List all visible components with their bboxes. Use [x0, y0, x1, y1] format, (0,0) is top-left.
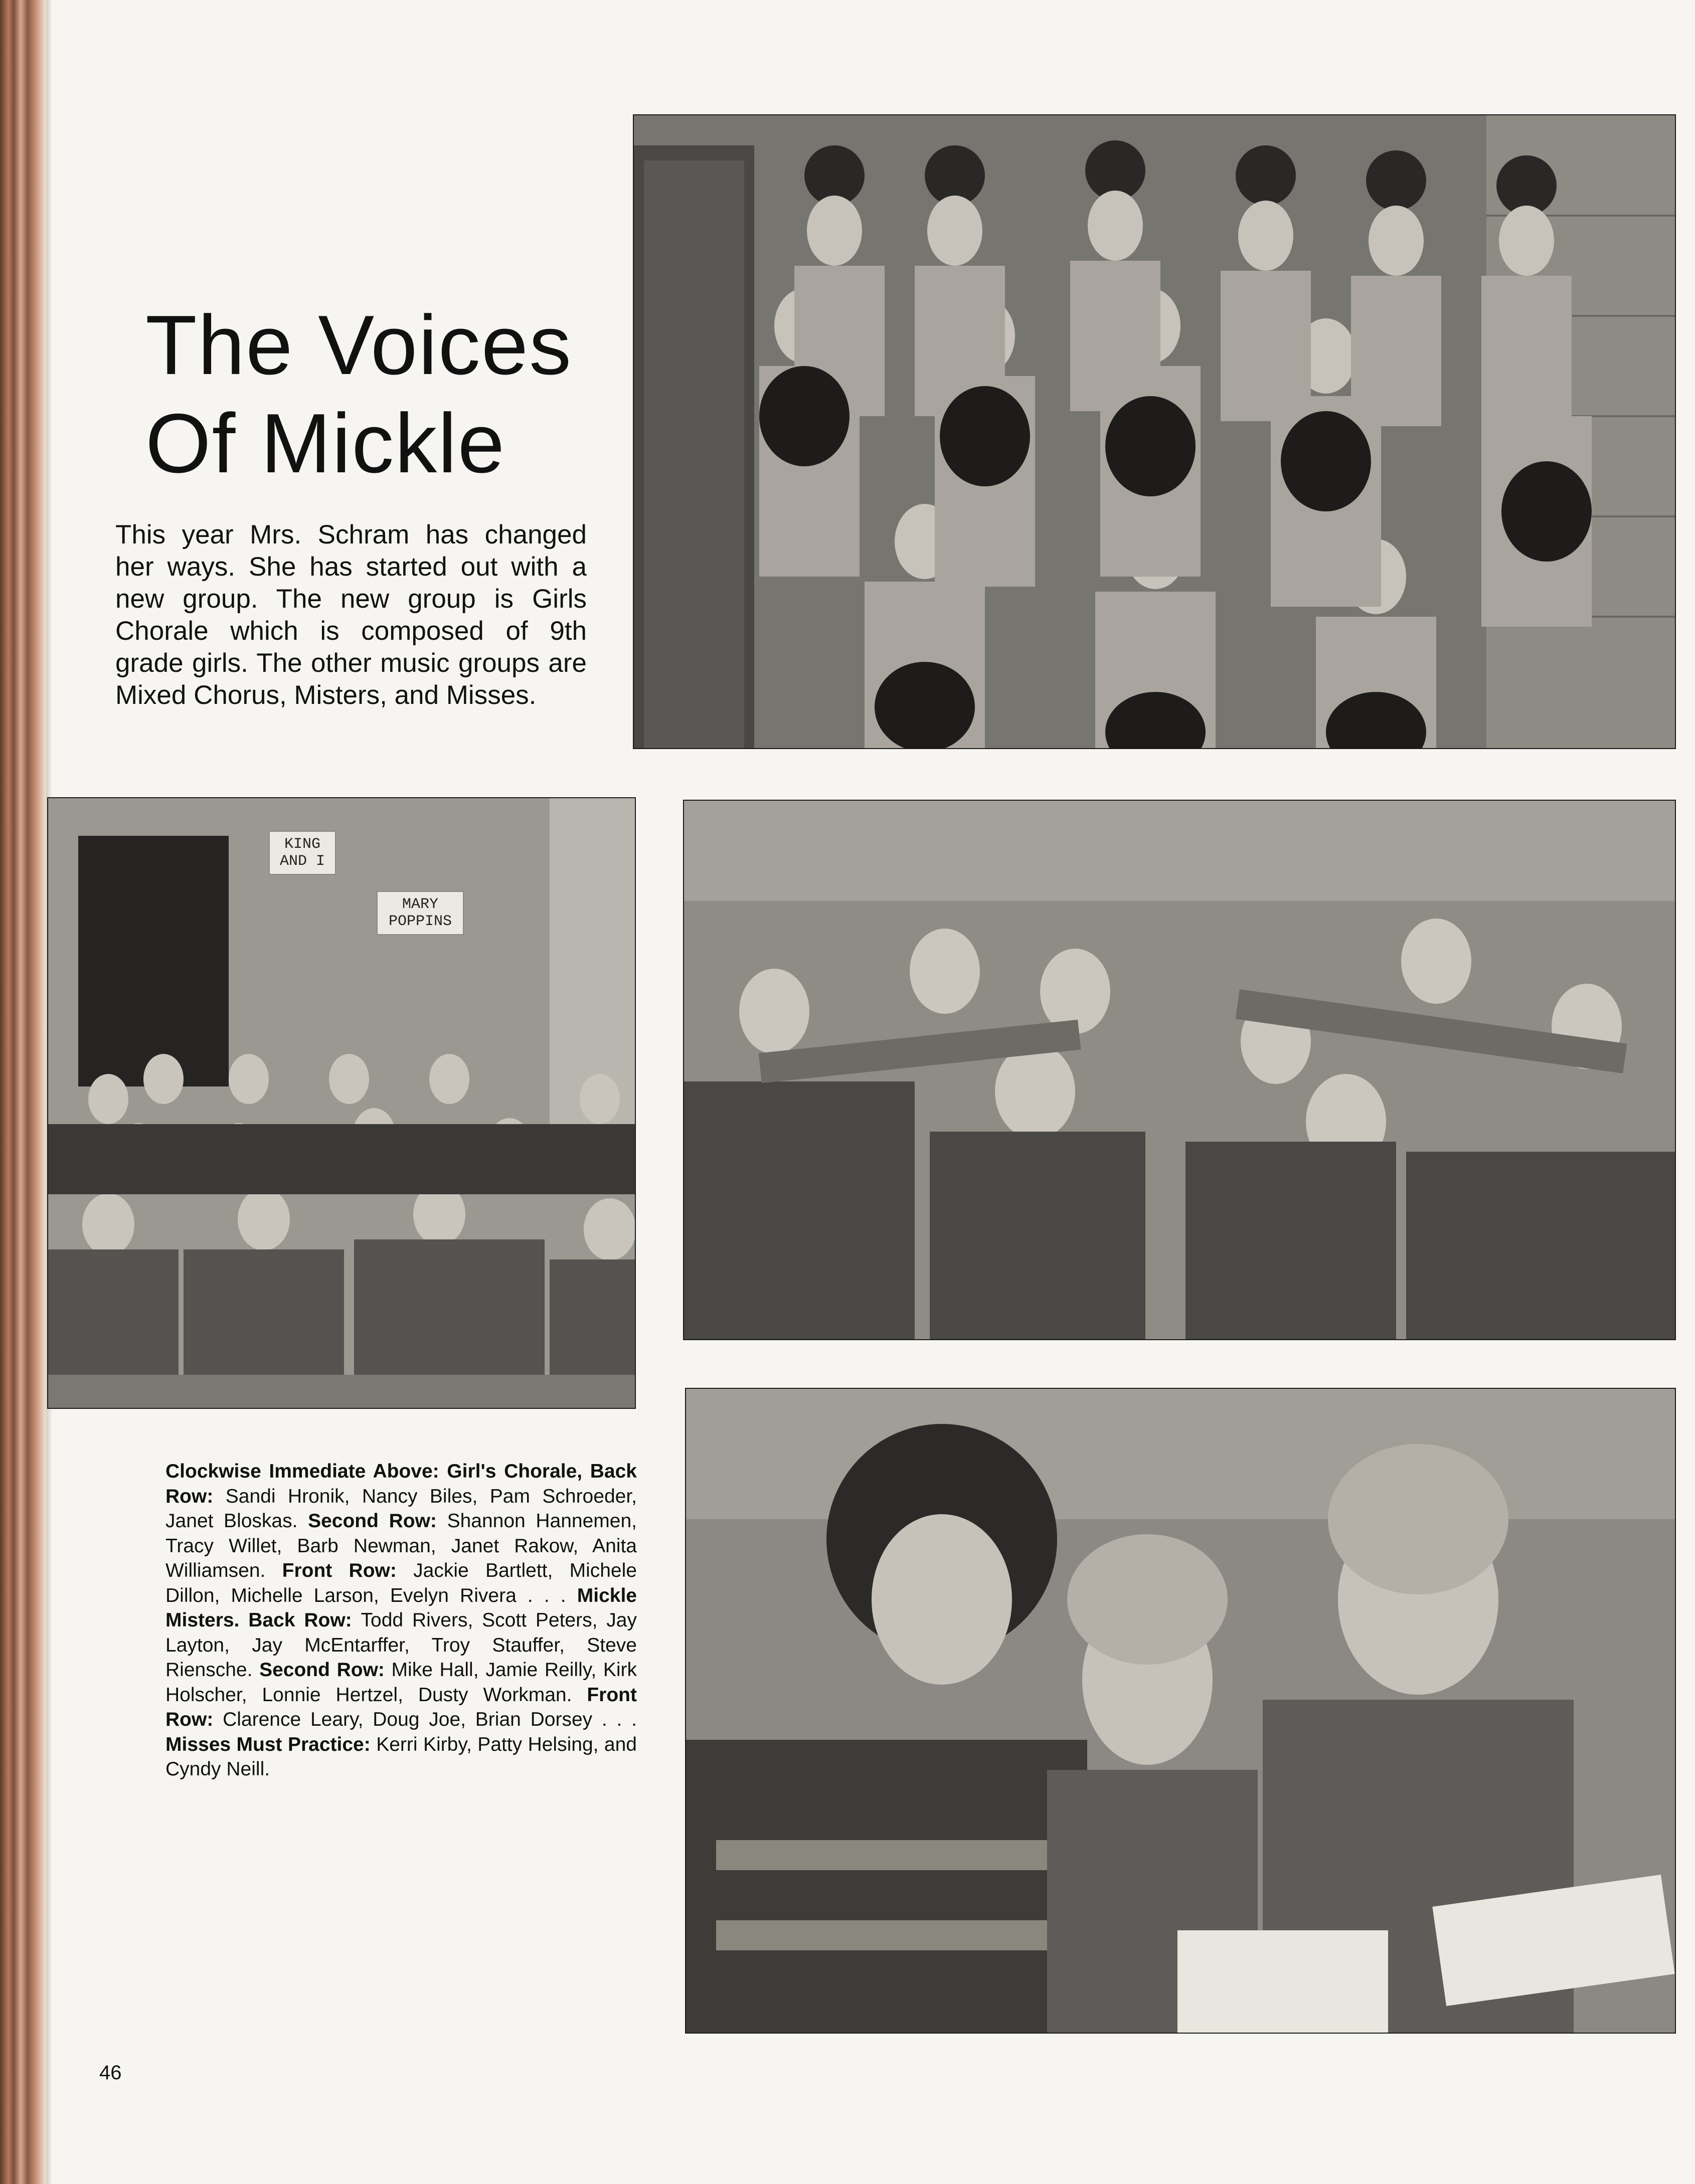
photo-girls-reading [685, 1388, 1676, 2034]
photo-caption [165, 1459, 637, 1782]
caption-names: Jackie Bartlett, Michele Dillon, Michelle Larson, Evelyn Rivera . . . [165, 1560, 637, 1606]
caption-names: Sandi Hronik, Nancy Biles, Pam Schroeder, Janet Bloskas. [165, 1485, 637, 1532]
book-binding [0, 0, 46, 2184]
caption-names: Todd Rivers, Scott Peters, Jay Layton, Jay McEntarffer, Troy Stauffer, Steve Riensche. [165, 1609, 637, 1681]
caption-names: Mike Hall, Jamie Reilly, Kirk Holscher, Lonnie Hertzel, Dusty Workman. [165, 1659, 637, 1706]
title-line-2: Of Mickle [145, 396, 506, 490]
caption-heading: Front Row: [282, 1560, 414, 1581]
photo-misters-group [633, 114, 1676, 749]
page-number: 46 [99, 2062, 122, 2084]
caption-heading: Misses Must Practice: [165, 1733, 377, 1755]
page-title [145, 296, 597, 492]
caption-names: Shannon Hannemen, Tracy Willet, Barb Newman, Janet Rakow, Anita Williamsen. [165, 1510, 637, 1581]
caption-names: Clarence Leary, Doug Joe, Brian Dorsey . . . [223, 1709, 637, 1730]
caption-heading: Mickle Misters. Back Row: [165, 1584, 637, 1631]
caption-heading: Second Row: [259, 1659, 392, 1681]
caption-heading: Front Row: [165, 1684, 637, 1730]
sign-mary-poppins: MARY POPPINS [377, 891, 464, 935]
title-line-1: The Voices [145, 298, 573, 392]
photo-girls-chorale [47, 797, 636, 1409]
caption-heading: Clockwise Immediate Above: Girl's Chorale, [165, 1461, 590, 1482]
sign-king-and-i: KING AND I [269, 831, 336, 875]
caption-heading: Second Row: [308, 1510, 447, 1532]
caption-heading: Back Row: [165, 1461, 637, 1507]
intro-paragraph: This year Mrs. Schram has changed her ways. She has started out with a new group. The new group is Girls Chorale which is composed of 9th grade girls. The other music groups are Mixed Chorus, Misters, and Misses. [115, 520, 587, 710]
caption-names: Kerri Kirby, Patty Helsing, and Cyndy Neill. [165, 1733, 637, 1780]
photo-misses-practice [683, 800, 1676, 1340]
